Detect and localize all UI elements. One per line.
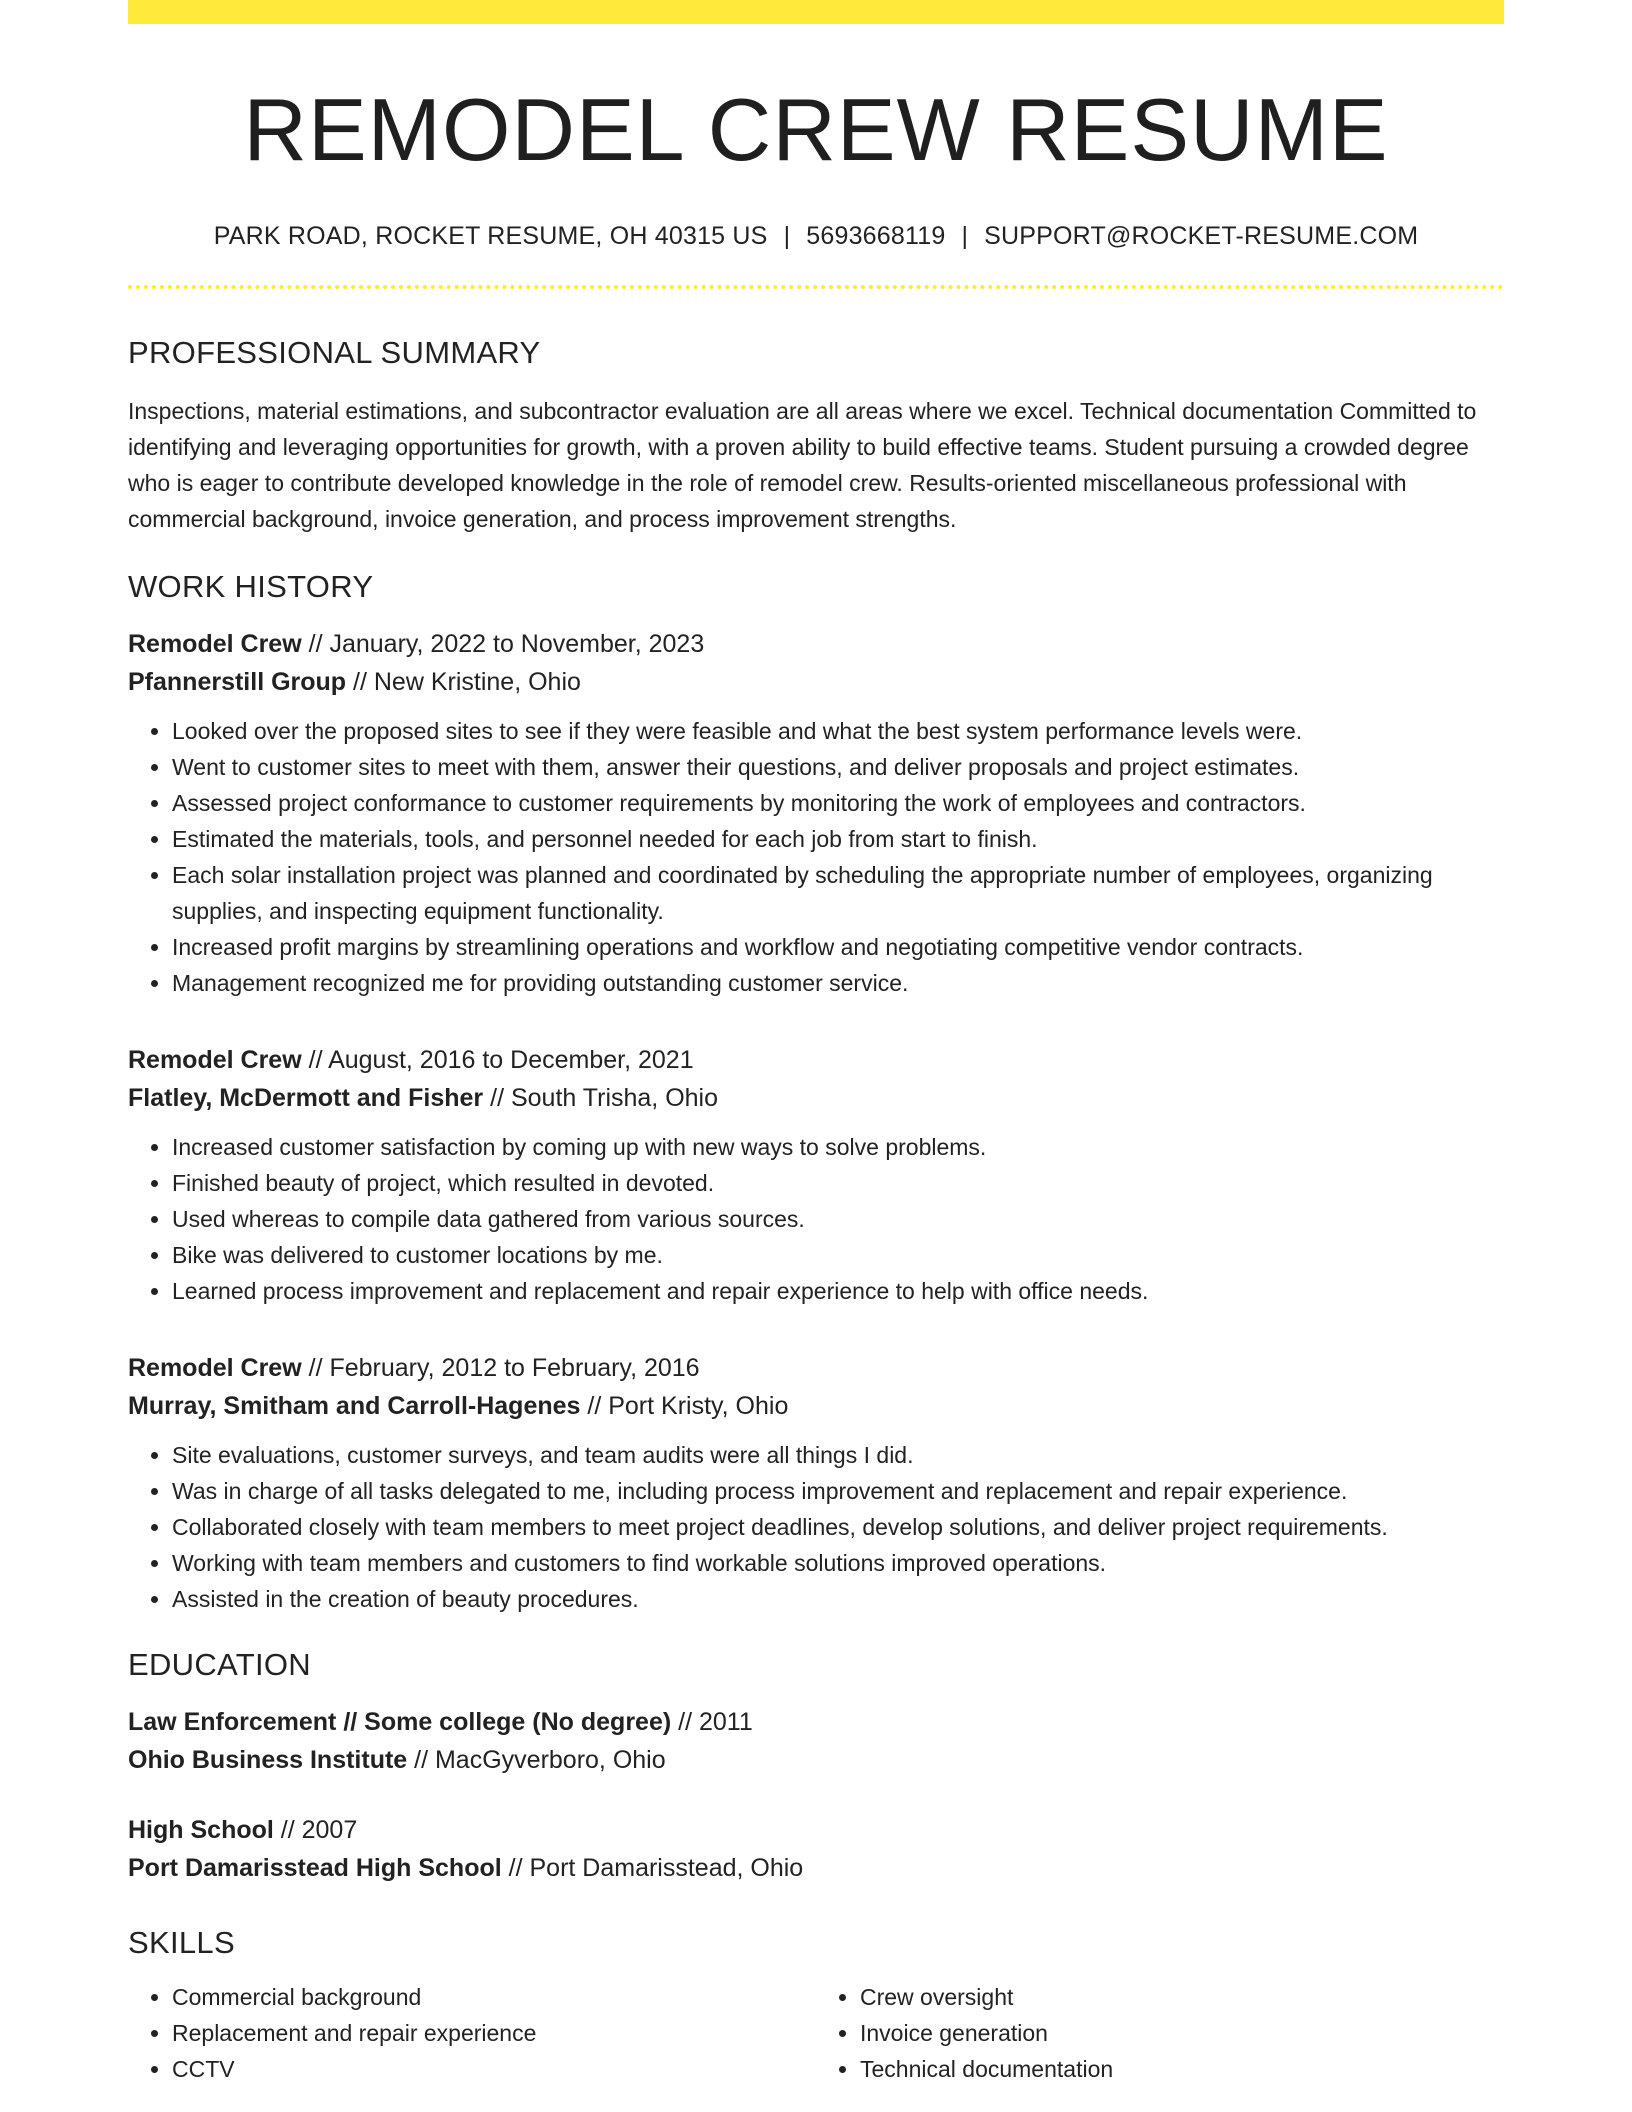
education-degree: High School <box>128 1816 274 1845</box>
job-location: // South Trisha, Ohio <box>483 1084 719 1113</box>
list-item: • Used whereas to compile data gathered from various sources. <box>172 1201 1504 1237</box>
list-item: • Looked over the proposed sites to see if they were feasible and what the best system performance levels were. <box>172 713 1504 749</box>
summary-text: Inspections, material estimations, and subcontractor evaluation are all areas where we excel. Technical documentation Committed to identifying and leveraging opportunities for growth, with a proven ability to build effective teams. Student pursuing a crowded degree who is eager to contribute developed knowledge in the role of remodel crew. Results-oriented miscellaneous professional with commercial background, invoice generation, and process improvement strengths. <box>128 398 1477 533</box>
education-degree-line <box>128 1703 1504 1741</box>
list-item: • Assisted in the creation of beauty procedures. <box>172 1581 1504 1617</box>
list-item: • Learned process improvement and replacement and repair experience to help with office needs. <box>172 1273 1504 1309</box>
job-title-line <box>128 1041 1504 1079</box>
skills-columns <box>128 1979 1504 2087</box>
skill-item: • Crew oversight <box>860 1979 1504 2015</box>
list-item: • Working with team members and customers to find workable solutions improved operations. <box>172 1545 1504 1581</box>
contact-address: PARK ROAD, ROCKET RESUME, OH 40315 US <box>213 222 768 251</box>
list-item: • Management recognized me for providing outstanding customer service. <box>172 965 1504 1001</box>
job-dates: // January, 2022 to November, 2023 <box>301 630 705 659</box>
list-item: • Site evaluations, customer surveys, and team audits were all things I did. <box>172 1437 1504 1473</box>
job-entry <box>128 1349 1504 1617</box>
job-role: Remodel Crew <box>128 630 302 659</box>
job-role: Remodel Crew <box>128 1046 302 1075</box>
job-company-line <box>128 663 1504 701</box>
list-item: • Collaborated closely with team members to meet project deadlines, develop solutions, and deliver project requirements. <box>172 1509 1504 1545</box>
top-accent-bar <box>128 0 1504 24</box>
education-degree: Law Enforcement // Some college (No degree) <box>128 1708 672 1737</box>
list-item: • Increased profit margins by streamlining operations and workflow and negotiating competitive vendor contracts. <box>172 929 1504 965</box>
education-heading: EDUCATION <box>128 1647 311 1683</box>
contact-phone[interactable]: 5693668119 <box>806 222 946 251</box>
contact-line <box>128 222 1504 251</box>
skill-item: • Commercial background <box>172 1979 816 2015</box>
job-entry <box>128 625 1504 1001</box>
education-year: // 2007 <box>273 1816 358 1845</box>
job-location: // Port Kristy, Ohio <box>580 1392 789 1421</box>
education-school-line <box>128 1849 1504 1887</box>
contact-separator: | <box>961 222 969 251</box>
education-location: // MacGyverboro, Ohio <box>407 1746 666 1775</box>
skill-item: • Technical documentation <box>860 2051 1504 2087</box>
education-school: Ohio Business Institute <box>128 1746 408 1775</box>
contact-email[interactable]: SUPPORT@ROCKET-RESUME.COM <box>984 222 1419 251</box>
dotted-divider <box>128 285 1504 289</box>
education-location: // Port Damarisstead, Ohio <box>501 1854 804 1883</box>
job-title-line <box>128 625 1504 663</box>
job-entry <box>128 1041 1504 1309</box>
job-company: Flatley, McDermott and Fisher <box>128 1084 484 1113</box>
job-company: Pfannerstill Group <box>128 668 347 697</box>
job-location: // New Kristine, Ohio <box>346 668 581 697</box>
skills-heading: SKILLS <box>128 1925 235 1961</box>
list-item: • Went to customer sites to meet with them, answer their questions, and deliver proposals and project estimates. <box>172 749 1504 785</box>
job-bullets <box>128 1437 1504 1617</box>
skills-right-list <box>816 1979 1504 2087</box>
skills-left-list <box>128 1979 816 2087</box>
list-item: • Was in charge of all tasks delegated to me, including process improvement and replacement and repair experience. <box>172 1473 1504 1509</box>
education-school: Port Damarisstead High School <box>128 1854 502 1883</box>
list-item: • Assessed project conformance to customer requirements by monitoring the work of employees and contractors. <box>172 785 1504 821</box>
education-year: // 2011 <box>671 1708 753 1737</box>
job-company: Murray, Smitham and Carroll-Hagenes <box>128 1392 581 1421</box>
resume-page <box>128 0 1504 2087</box>
skill-item: • Replacement and repair experience <box>172 2015 816 2051</box>
job-bullets <box>128 713 1504 1001</box>
education-entry <box>128 1703 1504 1779</box>
list-item: • Estimated the materials, tools, and personnel needed for each job from start to finish. <box>172 821 1504 857</box>
education-entry <box>128 1811 1504 1887</box>
job-bullets <box>128 1129 1504 1309</box>
job-dates: // August, 2016 to December, 2021 <box>301 1046 694 1075</box>
job-role: Remodel Crew <box>128 1354 302 1383</box>
job-dates: // February, 2012 to February, 2016 <box>301 1354 700 1383</box>
summary-heading: PROFESSIONAL SUMMARY <box>128 335 541 371</box>
job-company-line <box>128 1387 1504 1425</box>
skill-item: • Invoice generation <box>860 2015 1504 2051</box>
list-item: • Increased customer satisfaction by coming up with new ways to solve problems. <box>172 1129 1504 1165</box>
list-item: • Bike was delivered to customer locations by me. <box>172 1237 1504 1273</box>
list-item: • Each solar installation project was planned and coordinated by scheduling the appropriate number of employees, organizing supplies, and inspecting equipment functionality. <box>172 857 1504 929</box>
education-school-line <box>128 1741 1504 1779</box>
job-title-line <box>128 1349 1504 1387</box>
skill-item: • CCTV <box>172 2051 816 2087</box>
work-history-heading: WORK HISTORY <box>128 569 374 605</box>
education-degree-line <box>128 1811 1504 1849</box>
job-company-line <box>128 1079 1504 1117</box>
contact-separator: | <box>783 222 791 251</box>
list-item: • Finished beauty of project, which resulted in devoted. <box>172 1165 1504 1201</box>
resume-title: REMODEL CREW RESUME <box>243 80 1389 179</box>
